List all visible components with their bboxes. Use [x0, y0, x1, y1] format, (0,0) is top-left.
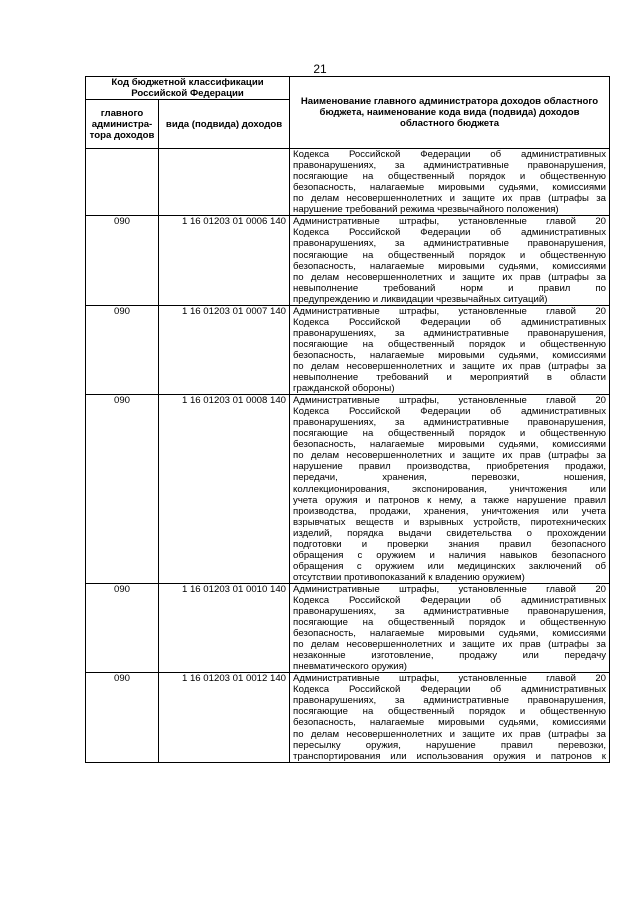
description-line: правонарушениях, за административные правонарушения,: [293, 238, 607, 250]
revenue-code-cell: 1 16 01203 01 0006 140: [159, 216, 290, 305]
description-line: Административные штрафы, установленные главой 20: [293, 216, 607, 228]
description-line: пневматического оружия): [293, 661, 408, 673]
description-line: безопасность, налагаемые мировыми судьями, комиссиями: [293, 439, 607, 451]
revenue-code-cell: 1 16 01203 01 0012 140: [159, 673, 290, 762]
description-line: нарушение правил производства, приобретения продажи,: [293, 461, 607, 473]
administrator-code-cell: [86, 149, 159, 216]
description-line: посягающие на общественный порядок и общественную: [293, 249, 607, 261]
description-line: правонарушениях, за административные правонарушения,: [293, 606, 607, 618]
revenue-code-cell: 1 16 01203 01 0010 140: [159, 583, 290, 672]
table-body: [86, 149, 610, 763]
page-number: 21: [313, 62, 327, 76]
description-line: нарушение требований режима чрезвычайного положения): [293, 204, 559, 216]
description-cell: [290, 149, 610, 216]
header-revenue-type: вида (подвида) доходов: [159, 100, 290, 149]
description-line: посягающие на общественный порядок и общественную: [293, 617, 607, 629]
description-line: взрывчатых веществ и взрывных устройств, пиротехнических: [293, 516, 607, 528]
description-line: безопасность, налагаемые мировыми судьями, комиссиями: [293, 260, 607, 272]
administrator-code-cell: 090: [86, 673, 159, 762]
description-line: безопасность, налагаемые мировыми судьями, комиссиями: [293, 349, 607, 361]
description-cell: [290, 395, 610, 584]
description-line: Административные штрафы, установленные главой 20: [293, 583, 607, 595]
budget-classification-table: [85, 76, 610, 763]
table-row: [86, 216, 610, 305]
table-row: [86, 395, 610, 584]
header-administrator-name: Наименование главного администратора доходов областного бюджета, наименование кода вида (подвида) доходов областного бюджета: [290, 77, 610, 149]
description-cell: [290, 305, 610, 394]
description-line: Административные штрафы, установленные главой 20: [293, 395, 607, 407]
description-line: невыполнение требований норм и правил по: [293, 282, 606, 294]
description-line: по делам несовершеннолетних и защите их прав (штрафы за: [293, 450, 607, 462]
administrator-code-cell: 090: [86, 395, 159, 584]
description-line: передачи, хранения, перевозки, ношения,: [293, 472, 607, 484]
revenue-code-cell: [159, 149, 290, 216]
table-row: [86, 149, 610, 216]
description-line: по делам несовершеннолетних и защите их прав (штрафы за: [293, 728, 607, 740]
description-line: коллекционирования, экспонирования, уничтожения или: [293, 483, 607, 495]
description-line: безопасность, налагаемые мировыми судьями, комиссиями: [293, 628, 607, 640]
table-row: [86, 305, 610, 394]
description-line: посягающие на общественный порядок и общественную: [293, 171, 607, 183]
description-line: Кодекса Российской Федерации об административных: [293, 594, 607, 606]
description-cell: [290, 583, 610, 672]
description-line: посягающие на общественный порядок и общественную: [293, 338, 607, 350]
description-line: гражданской обороны): [293, 383, 395, 395]
description-line: по делам несовершеннолетних и защите их прав (штрафы за: [293, 360, 607, 372]
description-line: пересылку оружия, нарушение правил перевозки,: [293, 739, 607, 751]
description-line: производства, продажи, хранения, уничтожения или учета: [293, 505, 607, 517]
description-line: правонарушениях, за административные правонарушения,: [293, 160, 607, 172]
description-line: безопасность, налагаемые мировыми судьями, комиссиями: [293, 182, 607, 194]
revenue-code-cell: 1 16 01203 01 0007 140: [159, 305, 290, 394]
description-line: невыполнение требований и мероприятий в области: [293, 372, 607, 384]
description-line: безопасность, налагаемые мировыми судьями, комиссиями: [293, 717, 607, 729]
description-line: учета оружия и патронов к нему, а также нарушение правил: [293, 494, 607, 506]
description-line: посягающие на общественный порядок и общественную: [293, 428, 607, 440]
table-row: [86, 583, 610, 672]
description-line: Кодекса Российской Федерации об административных: [293, 227, 607, 239]
description-line: правонарушениях, за административные правонарушения,: [293, 327, 607, 339]
description-line: Кодекса Российской Федерации об административных: [293, 684, 607, 696]
table-row: [86, 673, 610, 762]
description-line: изделий, порядка выдачи свидетельства о прохождении: [293, 527, 607, 539]
description-line: по делам несовершеннолетних и защите их прав (штрафы за: [293, 639, 607, 651]
header-budget-classification: Код бюджетной классификации Российской Федерации: [86, 77, 290, 100]
administrator-code-cell: 090: [86, 216, 159, 305]
revenue-code-cell: 1 16 01203 01 0008 140: [159, 395, 290, 584]
description-line: отсутствии противопоказаний к владению оружием): [293, 571, 525, 583]
description-line: посягающие на общественный порядок и общественную: [293, 706, 607, 718]
description-line: по делам несовершеннолетних и защите их прав (штрафы за: [293, 193, 607, 205]
description-cell: [290, 216, 610, 305]
description-line: обращения с оружием или медицинских заключений об: [293, 560, 607, 572]
description-line: транспортирования или использования оружия и патронов к: [293, 750, 607, 762]
description-line: обращения с оружием и наличия навыков безопасного: [293, 549, 607, 561]
administrator-code-cell: 090: [86, 305, 159, 394]
description-line: Административные штрафы, установленные главой 20: [293, 305, 607, 317]
description-line: правонарушениях, за административные правонарушения,: [293, 695, 607, 707]
description-line: подготовки и проверки знания правил безопасного: [293, 538, 607, 550]
description-line: Кодекса Российской Федерации об административных: [293, 149, 607, 161]
description-line: по делам несовершеннолетних и защите их прав (штрафы за: [293, 271, 607, 283]
description-line: Кодекса Российской Федерации об административных: [293, 316, 607, 328]
description-line: Кодекса Российской Федерации об административных: [293, 406, 607, 418]
description-cell: [290, 673, 610, 762]
description-line: предупреждению и ликвидации чрезвычайных ситуаций): [293, 293, 548, 305]
description-line: Административные штрафы, установленные главой 20: [293, 673, 607, 685]
description-line: незаконные изготовление, продажу или передачу: [293, 650, 607, 662]
description-line: правонарушениях, за административные правонарушения,: [293, 417, 607, 429]
administrator-code-cell: 090: [86, 583, 159, 672]
header-main-administrator: главного администра-тора доходов: [86, 100, 159, 149]
